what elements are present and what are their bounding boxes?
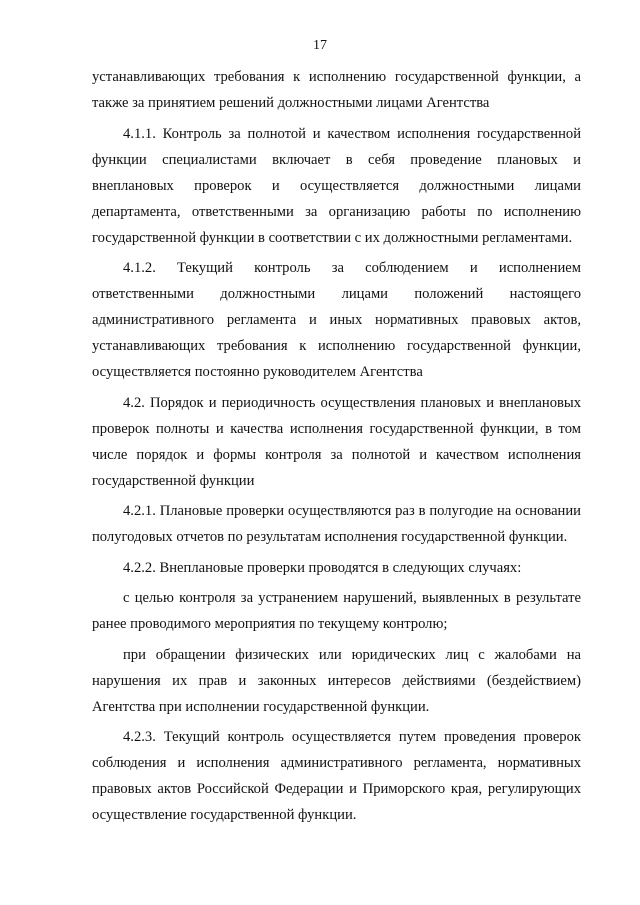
page-number: 17 (313, 38, 327, 53)
paragraph-4-2-1: 4.2.1. Плановые проверки осуществляются раз в полугодие на основании полугодовых отчетов по результатам исполнения государственной функции. (92, 503, 581, 545)
paragraph-4-1-2: 4.1.2. Текущий контроль за соблюдением и исполнением ответственными должностными лицами положений настоящего административного регламента и иных нормативных правовых актов, устанавливающих требования к исполнению государственной функции, осуществляется постоянно руководителем Агентства (92, 260, 581, 380)
paragraph-case-control: с целью контроля за устранением нарушений, выявленных в результате ранее проводимого мероприятия по текущему контролю; (92, 590, 581, 632)
paragraph-case-complaint: при обращении физических или юридических лиц с жалобами на нарушения их прав и законных интересов действиями (бездействием) Агентства при исполнении государственной функции. (92, 646, 581, 715)
paragraph-4-2-3: 4.2.3. Текущий контроль осуществляется путем проведения проверок соблюдения и исполнения административного регламента, нормативных правовых актов Российской Федерации и Приморского края, регулирующих осуществление государственной функции. (92, 729, 581, 823)
paragraph-4-2: 4.2. Порядок и периодичность осуществления плановых и внеплановых проверок полноты и качества исполнения государственной функции, в том числе порядок и формы контроля за полнотой и качеством исполнения государственной функции (92, 394, 581, 489)
document-body (92, 64, 581, 833)
paragraph-4-2-2: 4.2.2. Внеплановые проверки проводятся в следующих случаях: (123, 559, 522, 576)
paragraph-4-1-1: 4.1.1. Контроль за полнотой и качеством исполнения государственной функции специалистами включает в себя проведение плановых и внеплановых проверок и осуществляется должностными лицами департамента, ответственными за организацию работы по исполнению государственной функции в соответствии с их должностными регламентами. (92, 125, 581, 246)
paragraph-continuation: устанавливающих требования к исполнению государственной функции, а также за принятием решений должностными лицами Агентства (92, 69, 581, 111)
